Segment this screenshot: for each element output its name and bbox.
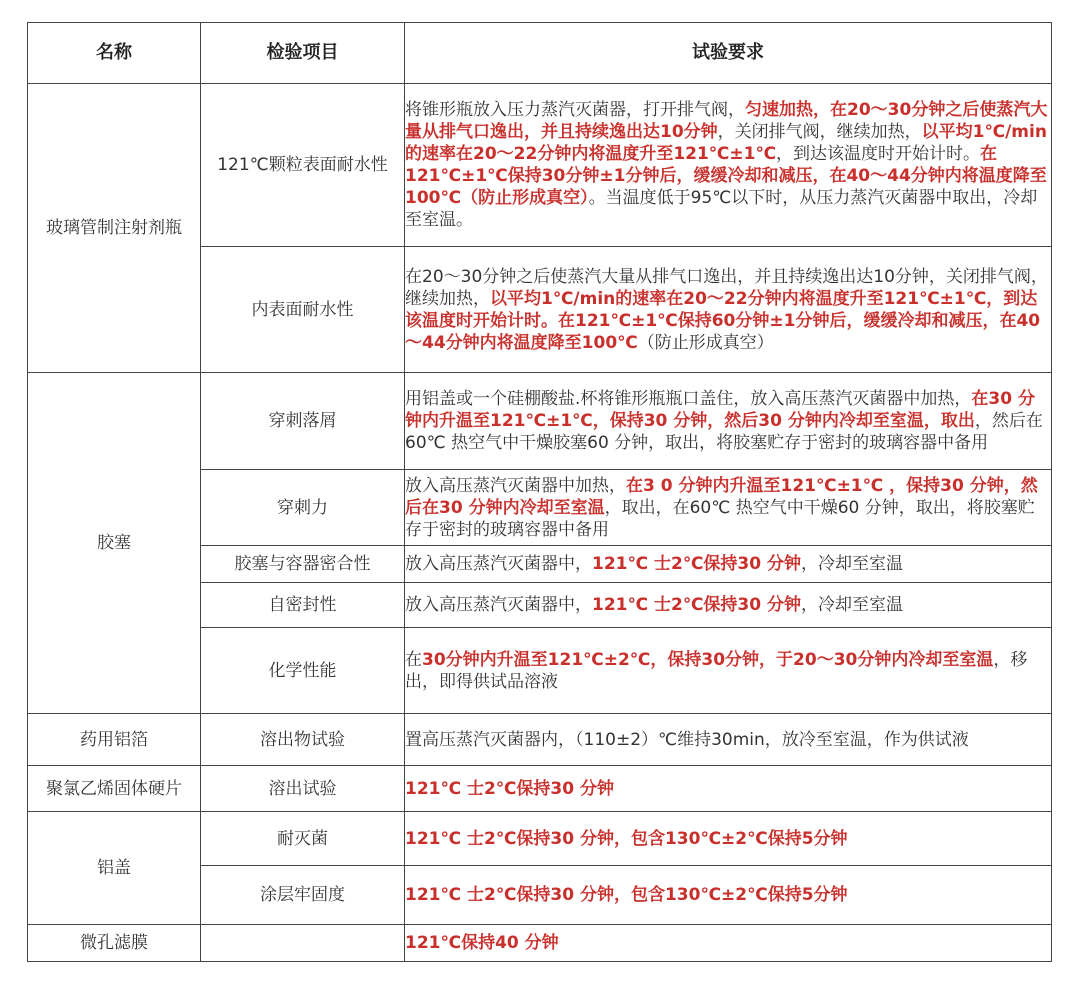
material-name-cell: 胶塞 bbox=[28, 373, 201, 714]
header-name: 名称 bbox=[28, 23, 201, 84]
header-requirement: 试验要求 bbox=[405, 23, 1052, 84]
highlighted-requirement-text: 30分钟内升温至121℃±2℃，保持30分钟，于20～30分钟内冷却至室温 bbox=[422, 649, 994, 670]
test-item-cell: 穿刺力 bbox=[201, 470, 405, 546]
requirement-text: 置高压蒸汽灭菌器内，（110±2）℃维持30min，放冷至室温，作为供试液 bbox=[405, 729, 969, 750]
requirement-text: 将锥形瓶放入压力蒸汽灭菌器，打开排气阀， bbox=[405, 100, 745, 120]
requirement-text: ，冷却至室温 bbox=[800, 595, 903, 615]
material-name-cell: 聚氯乙烯固体硬片 bbox=[28, 766, 201, 812]
test-item-cell: 涂层牢固度 bbox=[201, 866, 405, 925]
test-item-cell: 溶出试验 bbox=[201, 766, 405, 812]
test-item-cell: 内表面耐水性 bbox=[201, 247, 405, 373]
highlighted-requirement-text: 在30 分钟内升温至121℃±1℃，保持30 分钟，然后30 分钟内冷却至室温，取出 bbox=[405, 389, 1035, 431]
highlighted-requirement-text: 121℃ 士2℃保持30 分钟 bbox=[592, 595, 801, 615]
table-row bbox=[28, 373, 1052, 470]
test-item-cell: 穿刺落屑 bbox=[201, 373, 405, 470]
requirement-cell bbox=[405, 546, 1052, 583]
highlighted-requirement-text: 匀速加热，在20～30分钟之后使蒸汽大量从排气口逸出，并且持续逸出达10分钟 bbox=[405, 100, 1048, 142]
requirement-cell bbox=[405, 373, 1052, 470]
requirement-cell bbox=[405, 583, 1052, 628]
test-item-cell: 121℃颗粒表面耐水性 bbox=[201, 84, 405, 247]
requirement-cell bbox=[405, 766, 1052, 812]
requirement-cell bbox=[405, 925, 1052, 962]
material-name-cell: 药用铝箔 bbox=[28, 714, 201, 766]
test-item-cell: 溶出物试验 bbox=[201, 714, 405, 766]
requirement-cell bbox=[405, 247, 1052, 373]
header-item: 检验项目 bbox=[201, 23, 405, 84]
sterilization-requirements-table bbox=[27, 22, 1052, 962]
requirement-text: ，然后在60℃ 热空气中干燥胶塞60 分钟，取出，将胶塞贮存于密封的玻璃容器中备用 bbox=[405, 411, 1043, 453]
requirement-cell bbox=[405, 714, 1052, 766]
highlighted-requirement-text: 121℃ 士2℃保持30 分钟 bbox=[592, 554, 801, 574]
material-name-cell: 微孔滤膜 bbox=[28, 925, 201, 962]
requirement-text: 。当温度低于95℃以下时，从压力蒸汽灭菌器中取出，冷却至室温。 bbox=[405, 188, 1038, 230]
table-row bbox=[28, 84, 1052, 247]
highlighted-requirement-text: 121℃ 士2℃保持30 分钟，包含130℃±2℃保持5分钟 bbox=[405, 885, 848, 905]
header-row bbox=[28, 23, 1052, 84]
test-item-cell: 化学性能 bbox=[201, 628, 405, 714]
requirement-cell bbox=[405, 628, 1052, 714]
requirement-text: ，冷却至室温 bbox=[800, 554, 903, 574]
highlighted-requirement-text: 121℃保持40 分钟 bbox=[405, 933, 559, 953]
requirement-text: ，关闭排气阀，继续加热， bbox=[717, 122, 922, 142]
requirement-cell bbox=[405, 866, 1052, 925]
table-row bbox=[28, 714, 1052, 766]
highlighted-requirement-text: 以平均1℃/min的速率在20～22分钟内将温度升至121℃±1℃ bbox=[405, 122, 1047, 164]
requirement-text: ，到达该温度时开始计时。 bbox=[776, 144, 981, 164]
requirement-cell bbox=[405, 470, 1052, 546]
test-item-cell: 耐灭菌 bbox=[201, 812, 405, 866]
material-name-cell: 玻璃管制注射剂瓶 bbox=[28, 84, 201, 373]
test-item-cell: 自密封性 bbox=[201, 583, 405, 628]
requirement-text: 在 bbox=[405, 649, 422, 670]
table-row bbox=[28, 925, 1052, 962]
highlighted-requirement-text: 在3 0 分钟内升温至121℃±1℃ ，保持30 分钟，然后在30 分钟内冷却至室温 bbox=[405, 475, 1038, 518]
requirement-text: （防止形成真空） bbox=[637, 332, 774, 353]
requirement-cell bbox=[405, 812, 1052, 866]
requirement-text: 放入高压蒸汽灭菌器中， bbox=[405, 595, 592, 615]
highlighted-requirement-text: 121℃ 士2℃保持30 分钟 bbox=[405, 778, 614, 799]
material-name-cell: 铝盖 bbox=[28, 812, 201, 925]
requirement-text: 用铝盖或一个硅棚酸盐.杯将锥形瓶瓶口盖住，放入高压蒸汽灭菌器中加热， bbox=[405, 389, 972, 409]
highlighted-requirement-text: 121℃ 士2℃保持30 分钟，包含130℃±2℃保持5分钟 bbox=[405, 828, 848, 849]
requirement-text: ，移出，即得供试品溶液 bbox=[405, 649, 1028, 692]
requirement-text: 放入高压蒸汽灭菌器中， bbox=[405, 554, 592, 574]
test-item-cell: 胶塞与容器密合性 bbox=[201, 546, 405, 583]
table-row bbox=[28, 766, 1052, 812]
table-row bbox=[28, 812, 1052, 866]
test-item-cell bbox=[201, 925, 405, 962]
highlighted-requirement-text: 在121℃±1℃保持30分钟±1分钟后，缓缓冷却和减压，在40～44分钟内将温度降至100℃（防止形成真空） bbox=[405, 144, 1047, 208]
requirement-text: 放入高压蒸汽灭菌器中加热， bbox=[405, 475, 626, 496]
requirement-cell bbox=[405, 84, 1052, 247]
highlighted-requirement-text: 以平均1℃/min的速率在20～22分钟内将温度升至121℃±1℃，到达该温度时开始计时。在121℃±1℃保持60分钟±1分钟后，缓缓冷却和减压，在40～44分钟内将温度降至100℃ bbox=[405, 288, 1041, 353]
requirement-text: ，取出，在60℃ 热空气中干燥60 分钟，取出，将胶塞贮存于密封的玻璃容器中备用 bbox=[405, 497, 1035, 540]
requirement-text: 在20～30分钟之后使蒸汽大量从排气口逸出，并且持续逸出达10分钟，关闭排气阀，继续加热， bbox=[405, 266, 1048, 309]
table-body bbox=[28, 84, 1052, 962]
